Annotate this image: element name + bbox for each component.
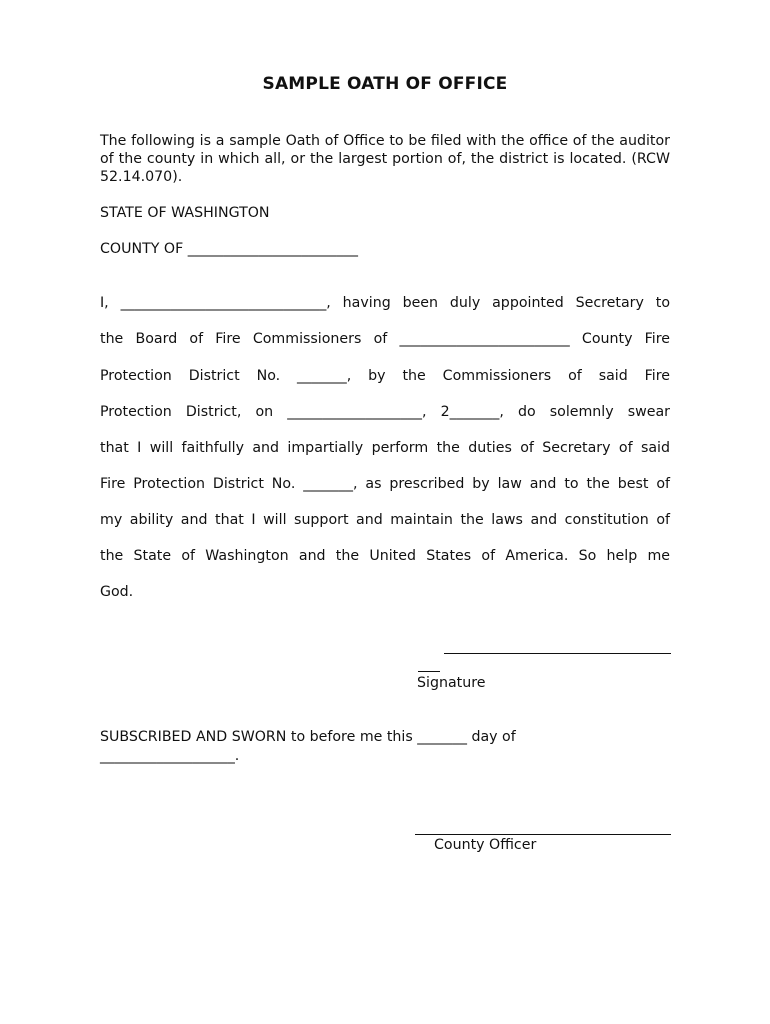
oath-line: Protection District, on ___________________, 2_______, do solemnly swear <box>100 404 670 420</box>
oath-line: the State of Washington and the United States of America. So help me <box>100 548 670 564</box>
intro-paragraph: The following is a sample Oath of Office to be filed with the office of the auditor of the county in which all, or the largest portion of, the district is located. (RCW 52.14.070). <box>100 133 670 185</box>
oath-line: God. <box>100 584 134 600</box>
county-line: COUNTY OF ________________________ <box>100 241 359 257</box>
oath-line: Protection District No. _______, by the Commissioners of said Fire <box>100 368 670 384</box>
signature-line <box>444 653 671 654</box>
signature-label: Signature <box>417 675 486 691</box>
oath-line: Fire Protection District No. _______, as prescribed by law and to the best of <box>100 476 670 492</box>
sworn-line: SUBSCRIBED AND SWORN to before me this _______ day of <box>100 729 516 745</box>
oath-line: the Board of Fire Commissioners of ________________________ County Fire <box>100 331 670 347</box>
oath-line: I, _____________________________, having been duly appointed Secretary to <box>100 295 670 311</box>
document-title: SAMPLE OATH OF OFFICE <box>262 74 508 94</box>
oath-line: that I will faithfully and impartially perform the duties of Secretary of said <box>100 440 670 456</box>
oath-line: my ability and that I will support and maintain the laws and constitution of <box>100 512 670 528</box>
signature-line-tail <box>418 671 440 672</box>
state-line: STATE OF WASHINGTON <box>100 205 270 221</box>
sworn-date-line: ___________________. <box>100 748 240 764</box>
county-officer-label: County Officer <box>434 837 537 853</box>
